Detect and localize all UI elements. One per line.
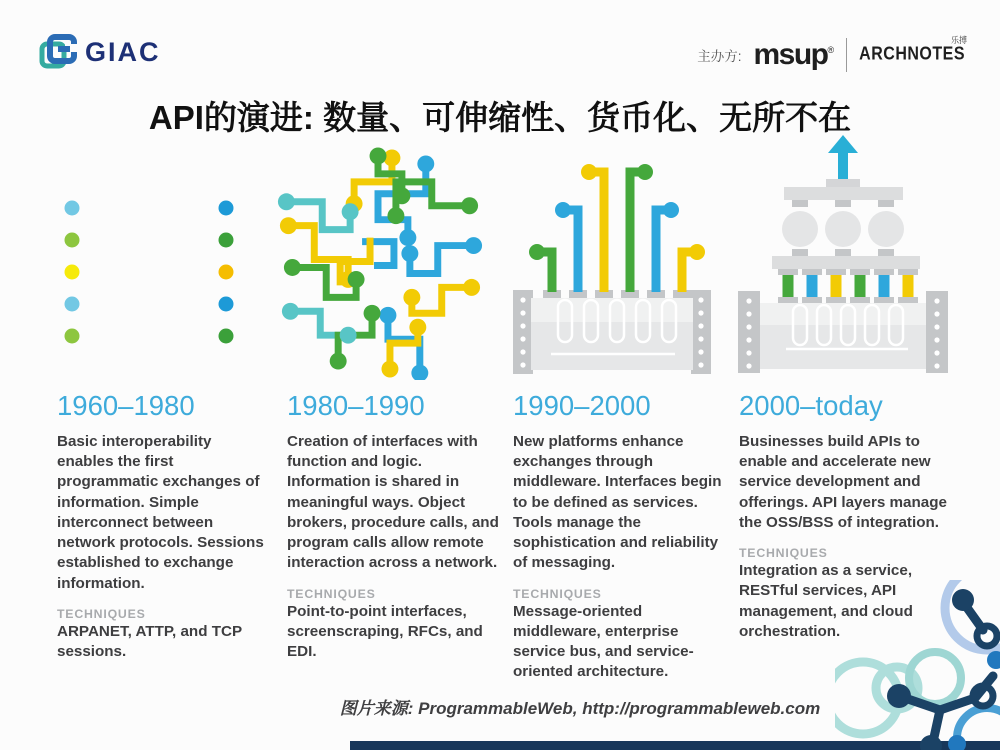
archnotes-super-text: 乐搏 xyxy=(951,35,967,46)
era-column-1960 xyxy=(57,390,269,662)
era-description: New platforms enhance exchanges through middleware. Interfaces begin to be defined as services. Tools manage the sophistication and reliability of messaging. xyxy=(513,433,722,572)
period-heading: 2000–today xyxy=(739,390,883,421)
techniques-label: TECHNIQUES xyxy=(287,586,376,601)
techniques-label: TECHNIQUES xyxy=(57,606,146,621)
era-description: Basic interoperability enables the first programmatic exchanges of information. Simple interconnect between network protocols. Sessions established to exchange information. xyxy=(57,433,264,592)
image-source-credit: 图片来源: ProgrammableWeb, http://programmableweb.com xyxy=(339,699,821,718)
middleware-bus-icon xyxy=(507,152,717,378)
giac-logo xyxy=(38,32,161,72)
page-title: API的演进: 数量、可伸缩性、货币化、无所不在 xyxy=(148,99,852,136)
logo-divider xyxy=(846,38,847,72)
network-molecule-icon xyxy=(835,580,1000,750)
period-heading: 1980–1990 xyxy=(287,390,425,421)
tangled-circuit-icon xyxy=(268,146,490,380)
giac-logo-icon xyxy=(38,32,78,72)
techniques-text: Message-oriented middleware, enterprise service bus, and service-oriented architecture. xyxy=(513,602,694,681)
orchestration-stack-icon xyxy=(728,133,958,375)
msup-logo: msup® xyxy=(753,38,835,71)
techniques-label: TECHNIQUES xyxy=(513,586,602,601)
archnotes-logo: 乐搏 ARCHNOTES xyxy=(859,35,967,65)
techniques-text: ARPANET, ATTP, and TCP sessions. xyxy=(57,622,242,660)
host-logos xyxy=(697,35,967,72)
up-arrow-icon xyxy=(828,135,858,181)
era-description: Businesses build APIs to enable and accelerate new service development and offerings. API layers manage the OSS/BSS of integration. xyxy=(739,433,947,531)
host-label: 主办方: xyxy=(697,49,742,64)
registered-mark: ® xyxy=(827,45,835,55)
era-column-1980 xyxy=(287,390,501,662)
period-heading: 1960–1980 xyxy=(57,390,195,421)
techniques-text: Integration as a service, RESTful services, API management, and cloud orchestration. xyxy=(739,562,913,640)
era-column-1990 xyxy=(513,390,727,682)
era-description: Creation of interfaces with function and logic. Information is shared in meaningful ways. Object brokers, procedure calls, and program calls allow remote interaction across a network. xyxy=(287,433,499,572)
parallel-lines-icon xyxy=(60,198,238,346)
giac-logo-text: GIAC xyxy=(85,36,161,67)
period-heading: 1990–2000 xyxy=(513,390,651,421)
techniques-text: Point-to-point interfaces, screenscraping, RFCs, and EDI. xyxy=(287,602,483,660)
techniques-label: TECHNIQUES xyxy=(739,546,828,561)
